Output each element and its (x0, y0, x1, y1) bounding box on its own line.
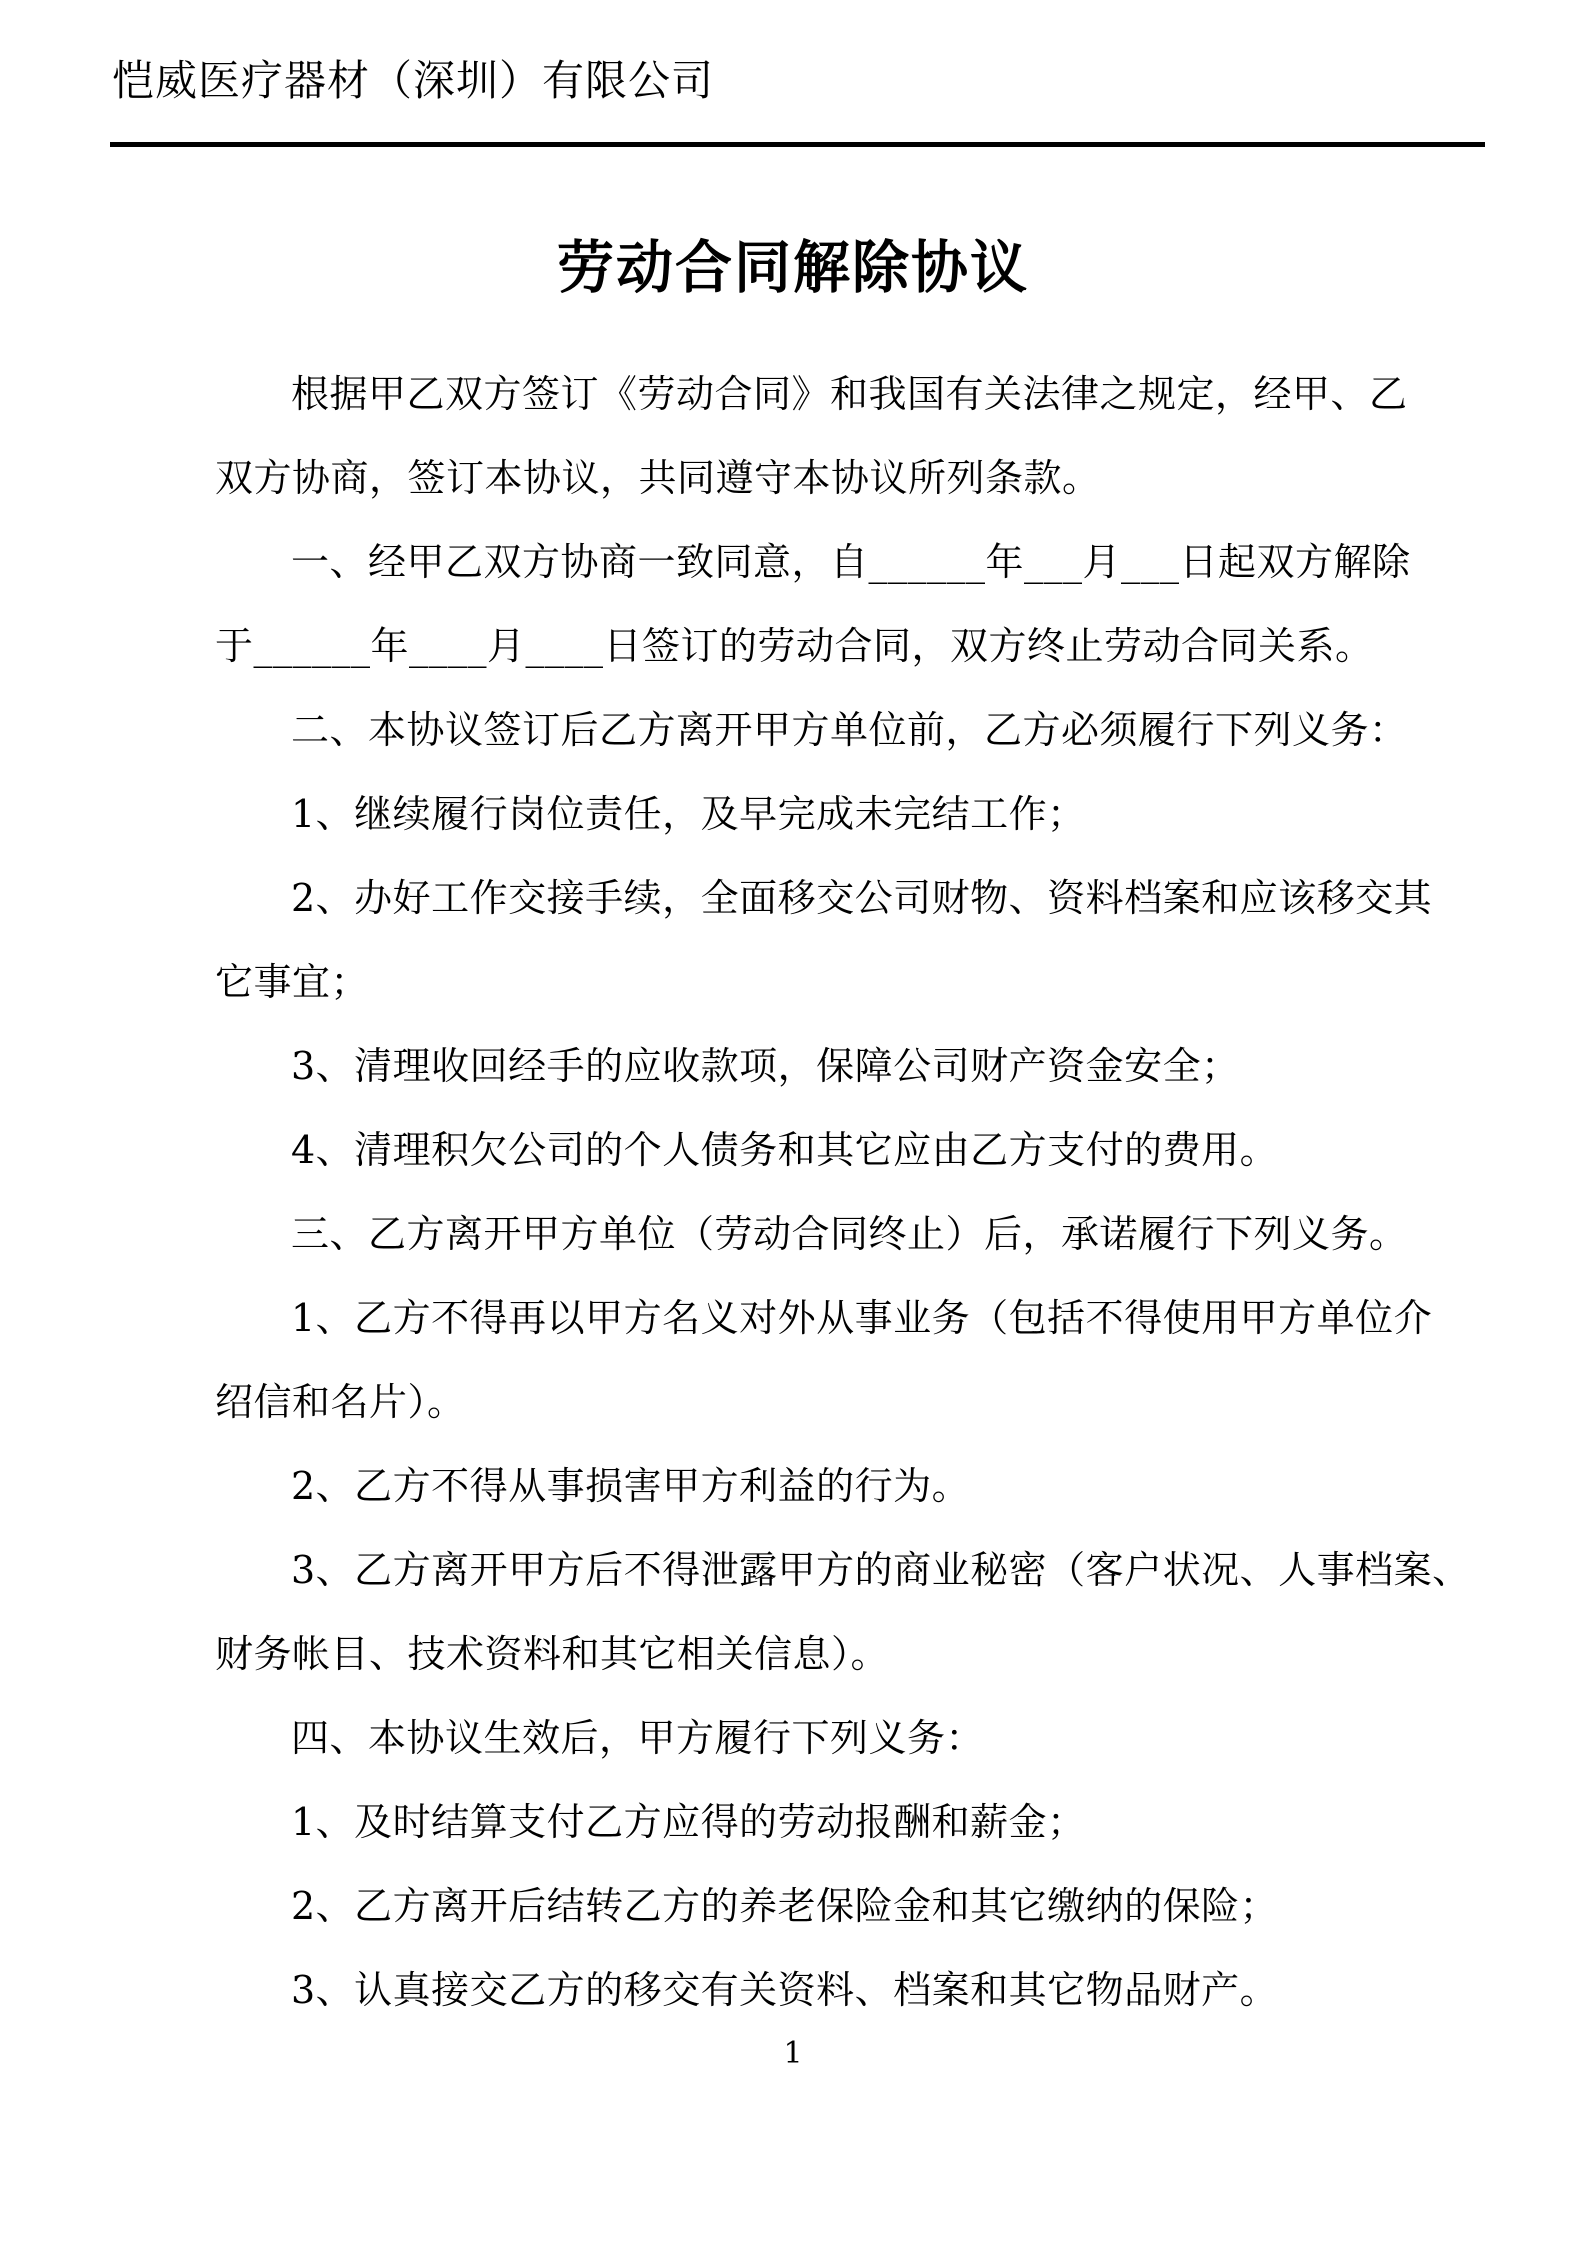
text-line: 3、清理收回经手的应收款项，保障公司财产资金安全； (291, 1044, 1240, 1088)
text-line: 1、乙方不得再以甲方名义对外从事业务（包括不得使用甲方单位介 (291, 1296, 1433, 1340)
text-line: 4、清理积欠公司的个人债务和其它应由乙方支付的费用。 (291, 1128, 1279, 1172)
text-line: 财务帐目、技术资料和其它相关信息）。 (215, 1632, 890, 1676)
text-line: 一、经甲乙双方协商一致同意，自______年___月___日起双方解除 (291, 540, 1411, 584)
document-title: 劳动合同解除协议 (557, 234, 1029, 301)
text-line: 1、及时结算支付乙方应得的劳动报酬和薪金； (291, 1800, 1086, 1844)
text-line: 于______年____月____日签订的劳动合同，双方终止劳动合同关系。 (215, 624, 1374, 668)
text-line: 三、乙方离开甲方单位（劳动合同终止）后，承诺履行下列义务。 (291, 1212, 1408, 1256)
text-line: 绍信和名片）。 (215, 1380, 466, 1424)
text-line: 它事宜； (215, 960, 370, 1004)
page-number: 1 (783, 2036, 803, 2071)
text-line: 根据甲乙双方签订《劳动合同》和我国有关法律之规定，经甲、乙 (291, 372, 1408, 416)
text-line: 二、本协议签订后乙方离开甲方单位前，乙方必须履行下列义务： (291, 708, 1408, 752)
company-name: 恺威医疗器材（深圳）有限公司 (112, 56, 715, 105)
text-line: 四、本协议生效后，甲方履行下列义务： (291, 1716, 985, 1760)
text-line: 3、认真接交乙方的移交有关资料、档案和其它物品财产。 (291, 1968, 1279, 2012)
text-line: 3、乙方离开甲方后不得泄露甲方的商业秘密（客户状况、人事档案、 (291, 1548, 1471, 1592)
text-line: 2、乙方不得从事损害甲方利益的行为。 (291, 1464, 971, 1508)
text-line: 1、继续履行岗位责任，及早完成未完结工作； (291, 792, 1086, 836)
text-line: 2、乙方离开后结转乙方的养老保险金和其它缴纳的保险； (291, 1884, 1279, 1928)
header-divider (110, 142, 1485, 147)
document-body (215, 352, 1471, 2032)
text-line: 2、办好工作交接手续，全面移交公司财物、资料档案和应该移交其 (291, 876, 1433, 920)
text-line: 双方协商，签订本协议，共同遵守本协议所列条款。 (215, 456, 1101, 500)
